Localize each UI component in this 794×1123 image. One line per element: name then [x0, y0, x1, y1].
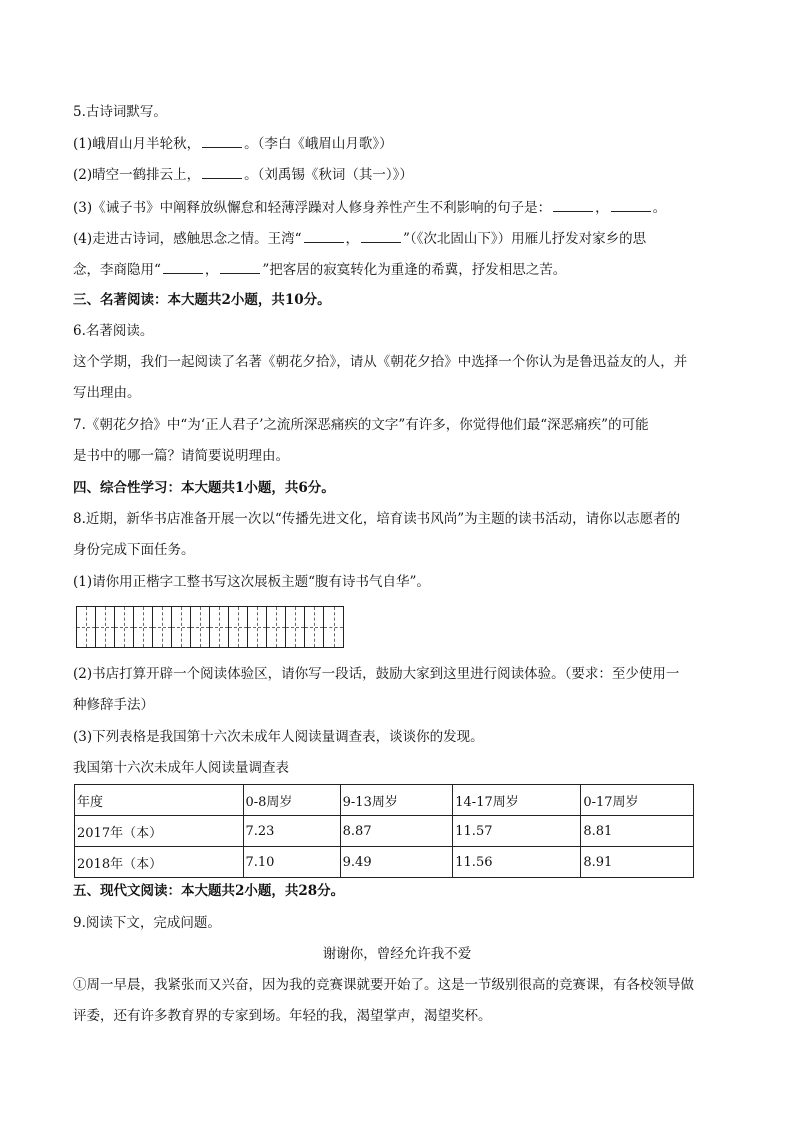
grid-cell[interactable]: [134, 607, 153, 647]
grid-cell[interactable]: [229, 607, 248, 647]
article-paragraph-1-line1: ①周一早晨，我紧张而又兴奋，因为我的竞赛课就要开始了。这是一节级别很高的竞赛课，有各校领导做: [73, 977, 694, 993]
comma: ，: [204, 262, 219, 278]
answer-blank[interactable]: [611, 198, 651, 212]
grid-cell[interactable]: [96, 607, 115, 647]
section-5-heading: 五、现代文阅读：本大题共2小题，共28分。: [73, 883, 345, 899]
period: 。: [652, 200, 667, 216]
table-cell: 9.49: [340, 847, 453, 878]
section-4-heading: 四、综合性学习：本大题共1小题，共6分。: [73, 480, 335, 496]
q9-title: 9.阅读下文，完成问题。: [73, 915, 221, 931]
answer-blank[interactable]: [220, 260, 260, 274]
q5-item-4-line1: [73, 229, 646, 248]
q7-prompt-line1: 7.《朝花夕拾》中“为‘正人君子’之流所深恶痛疾的文字”有许多，你觉得他们最“深恶痛疾”的可能: [73, 417, 649, 433]
q8-sub1: (1)请你用正楷字工整书写这次展板主题“腹有诗书气自华”。: [73, 574, 430, 590]
article-title: 谢谢你，曾经允许我不爱: [322, 946, 472, 962]
table-header-cell: 9-13周岁: [340, 785, 453, 816]
answer-blank[interactable]: [304, 229, 344, 243]
answer-blank[interactable]: [202, 134, 242, 148]
table-cell: 7.23: [243, 816, 340, 847]
grid-cell[interactable]: [77, 607, 96, 647]
q5-title: 5.古诗词默写。: [73, 104, 167, 120]
comma: ，: [595, 200, 609, 216]
table-cell: 8.87: [340, 816, 453, 847]
grid-cell[interactable]: [248, 607, 267, 647]
q5-item-4-text: (4)走进古诗词，感触思念之情。王湾“: [73, 231, 302, 247]
table-header-cell: 0-17周岁: [581, 785, 694, 816]
tianzige-grid[interactable]: [76, 606, 344, 648]
table-title: 我国第十六次未成年人阅读量调查表: [73, 760, 289, 776]
q5-item-2: [73, 165, 413, 184]
table-cell: 7.10: [243, 847, 340, 878]
table-row: [75, 816, 694, 847]
q5-item-3: [73, 198, 666, 217]
table-row: [75, 847, 694, 878]
grid-cell[interactable]: [324, 607, 343, 647]
q5-item-3-text: (3)《诫子书》中阐释放纵懈怠和轻薄浮躁对人修身养性产生不利影响的句子是：: [73, 200, 552, 216]
q6-title: 6.名著阅读。: [73, 323, 154, 339]
reading-survey-table: [74, 784, 694, 878]
comma: ，: [345, 231, 360, 247]
grid-cell[interactable]: [210, 607, 229, 647]
q8-prompt-line1: 8.近期，新华书店准备开展一次以“传播先进文化，培育读书风尚”为主题的读书活动，请你以志愿者的: [73, 511, 681, 527]
grid-cell[interactable]: [191, 607, 210, 647]
table-header-cell: 年度: [75, 785, 244, 816]
table-header-row: [75, 785, 694, 816]
q5-item-4b-rest: ”把客居的寂寞转化为重逢的希冀，抒发相思之苦。: [262, 262, 567, 278]
q5-item-2-source: 。（刘禹锡《秋词（其一）》）: [244, 167, 413, 183]
grid-cell[interactable]: [305, 607, 324, 647]
table-cell: 8.81: [581, 816, 694, 847]
table-cell: 8.91: [581, 847, 694, 878]
grid-cell[interactable]: [153, 607, 172, 647]
table-cell: 11.56: [453, 847, 581, 878]
q5-item-4b-text: 念，李商隐用“: [73, 262, 161, 278]
q8-sub3: (3)下列表格是我国第十六次未成年人阅读量调查表，谈谈你的发现。: [73, 729, 484, 745]
table-cell: 2017年（本）: [75, 816, 244, 847]
q7-prompt-line2: 是书中的哪一篇？请简要说明理由。: [73, 448, 289, 464]
table-cell: 2018年（本）: [75, 847, 244, 878]
table-header-cell: 0-8周岁: [243, 785, 340, 816]
q8-sub2-line2: 种修辞手法）: [73, 697, 154, 713]
q5-item-1-text: (1)峨眉山月半轮秋，: [73, 136, 201, 152]
q5-item-4-source: ”（《次北固山下》）用雁儿抒发对家乡的思: [403, 231, 647, 247]
q5-item-1: [73, 134, 393, 153]
answer-blank[interactable]: [361, 229, 401, 243]
q6-prompt-line1: 这个学期，我们一起阅读了名著《朝花夕拾》，请从《朝花夕拾》中选择一个你认为是鲁迅益友的人，并: [73, 354, 688, 370]
article-paragraph-1-line2: 评委，还有许多教育界的专家到场。年轻的我，渴望掌声，渴望奖杯。: [73, 1008, 492, 1024]
grid-cell[interactable]: [115, 607, 134, 647]
q6-prompt-line2: 写出理由。: [73, 385, 141, 401]
table-cell: 11.57: [453, 816, 581, 847]
q5-item-2-text: (2)晴空一鹤排云上，: [73, 167, 201, 183]
answer-blank[interactable]: [553, 198, 593, 212]
q8-sub2-line1: (2)书店打算开辟一个阅读体验区，请你写一段话，鼓励大家到这里进行阅读体验。（要求：至少使用一: [73, 666, 680, 682]
grid-cell[interactable]: [267, 607, 286, 647]
grid-cell[interactable]: [172, 607, 191, 647]
q5-item-1-source: 。（李白《峨眉山月歌》）: [244, 136, 393, 152]
answer-blank[interactable]: [163, 260, 203, 274]
table-header-cell: 14-17周岁: [453, 785, 581, 816]
answer-blank[interactable]: [202, 165, 242, 179]
section-3-heading: 三、名著阅读：本大题共2小题，共10分。: [73, 292, 331, 308]
q5-item-4-line2: [73, 260, 566, 279]
q8-prompt-line2: 身份完成下面任务。: [73, 542, 195, 558]
grid-cell[interactable]: [286, 607, 305, 647]
